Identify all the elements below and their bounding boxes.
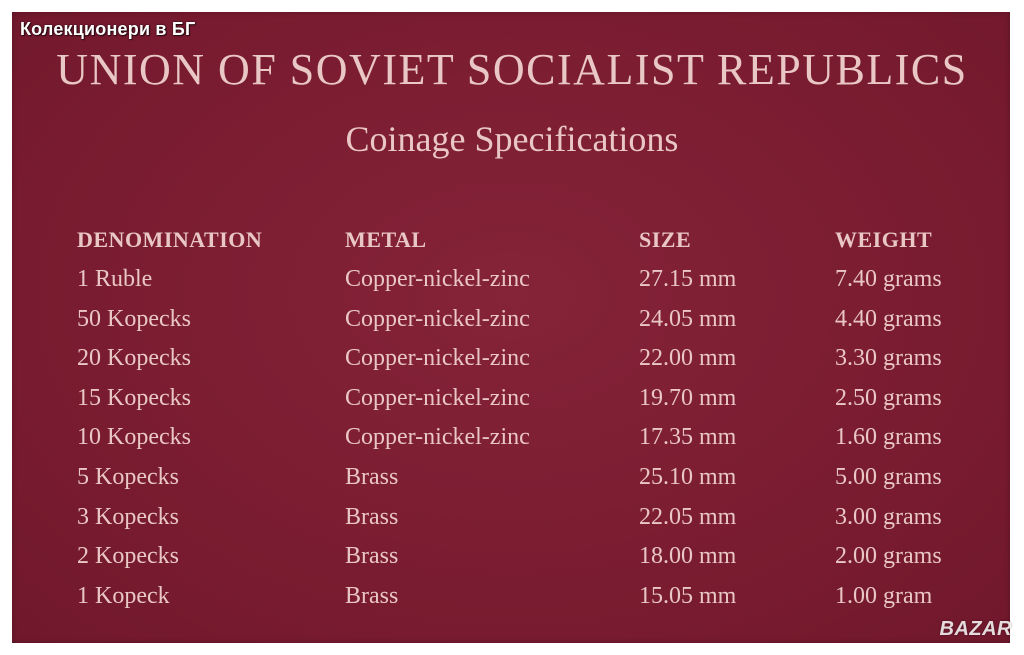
cell-weight: 3.30 grams: [835, 345, 942, 372]
cell-weight: 7.40 grams: [835, 266, 942, 292]
table-row: [0, 464, 1024, 494]
cell-size: 24.05 mm: [639, 305, 737, 332]
cell-metal: Brass: [345, 543, 399, 570]
cell-denomination: 10 Kopecks: [77, 424, 191, 451]
header-metal: METAL: [345, 227, 427, 252]
cell-size: 22.05 mm: [639, 503, 737, 530]
cell-weight: 1.60 grams: [835, 424, 942, 451]
page-subtitle: Coinage Specifications: [345, 119, 679, 159]
cell-denomination: 2 Kopecks: [77, 543, 179, 570]
cell-denomination: 5 Kopecks: [77, 464, 179, 490]
cell-metal: Copper-nickel-zinc: [345, 305, 530, 332]
cell-metal: Copper-nickel-zinc: [345, 424, 530, 451]
cell-size: 25.10 mm: [639, 464, 737, 490]
cell-denomination: 20 Kopecks: [77, 345, 191, 372]
cell-size: 18.00 mm: [639, 543, 737, 570]
cell-weight: 2.00 grams: [835, 543, 942, 570]
header-denomination: DENOMINATION: [77, 227, 263, 252]
table-row: [0, 385, 1024, 415]
header-size: SIZE: [639, 227, 692, 252]
cell-denomination: 3 Kopecks: [77, 503, 179, 530]
cell-weight: 5.00 grams: [835, 464, 942, 490]
table-row: [0, 504, 1024, 534]
table-row: [0, 543, 1024, 573]
table-row: [0, 424, 1024, 454]
table-row: [0, 306, 1024, 336]
cell-size: 22.00 mm: [639, 345, 737, 372]
cell-size: 17.35 mm: [639, 424, 737, 451]
cell-metal: Brass: [345, 582, 399, 609]
cell-denomination: 1 Ruble: [77, 266, 153, 292]
table-row: [0, 345, 1024, 375]
cell-metal: Copper-nickel-zinc: [345, 266, 530, 292]
watermark-top-label: Колекционери в БГ: [20, 19, 196, 39]
cell-weight: 1.00 gram: [835, 582, 933, 609]
cell-metal: Copper-nickel-zinc: [345, 345, 530, 372]
cell-metal: Copper-nickel-zinc: [345, 384, 530, 411]
cell-weight: 3.00 grams: [835, 503, 942, 530]
cell-denomination: 15 Kopecks: [77, 384, 191, 411]
table-row: [0, 266, 1024, 296]
cell-weight: 4.40 grams: [835, 305, 942, 332]
cell-metal: Brass: [345, 503, 399, 530]
cell-size: 19.70 mm: [639, 384, 737, 411]
table-row: [0, 583, 1024, 613]
header-weight: WEIGHT: [835, 227, 933, 252]
cell-denomination: 50 Kopecks: [77, 305, 191, 332]
watermark-bottom-label: BAZAR: [939, 618, 1012, 640]
cell-size: 27.15 mm: [639, 266, 737, 292]
cell-size: 15.05 mm: [639, 582, 737, 609]
cell-weight: 2.50 grams: [835, 384, 942, 411]
cell-denomination: 1 Kopeck: [77, 582, 170, 609]
cell-metal: Brass: [345, 464, 399, 490]
page-title: UNION OF SOVIET SOCIALIST REPUBLICS: [56, 45, 968, 94]
